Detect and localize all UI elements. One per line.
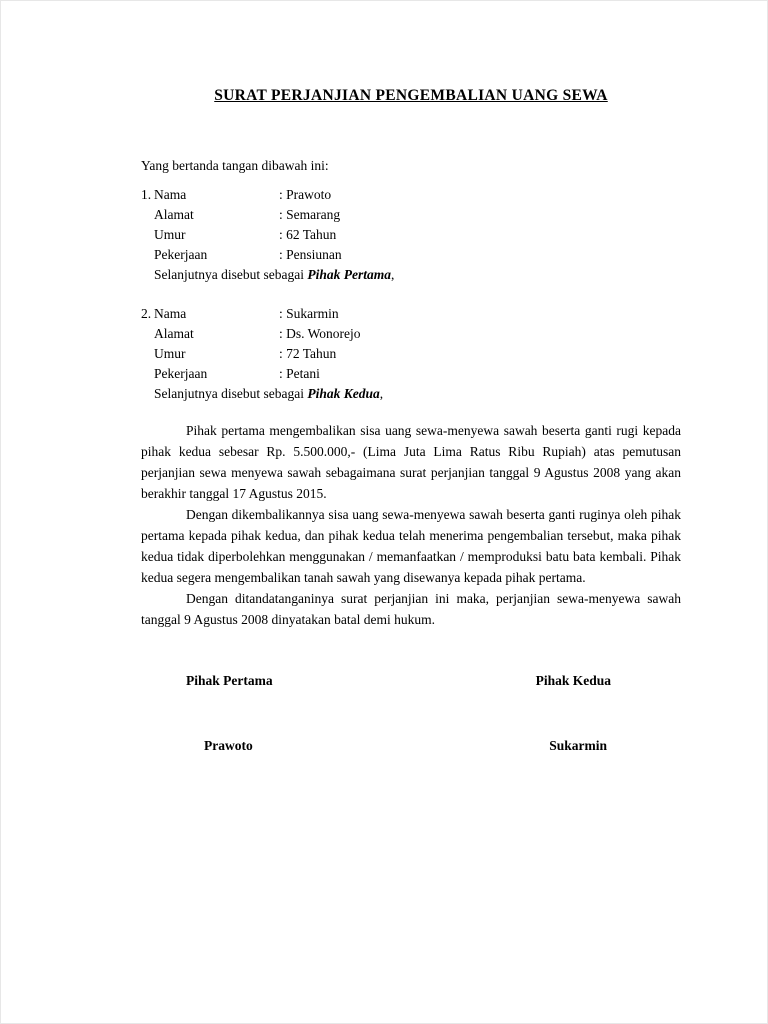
field-row: [141, 304, 681, 324]
intro-line: Yang bertanda tangan dibawah ini:: [141, 158, 329, 173]
document-title: SURAT PERJANJIAN PENGEMBALIAN UANG SEWA: [214, 87, 608, 104]
field-label: Umur: [154, 346, 186, 361]
field-label: Umur: [154, 227, 186, 242]
field-value: : Pensiunan: [279, 247, 342, 262]
field-value: : Prawoto: [279, 187, 332, 202]
document-content: [1, 1, 767, 754]
signature-name-right: Sukarmin: [549, 738, 607, 753]
closing-suffix: ,: [390, 267, 395, 282]
party-designation: Pihak Kedua: [307, 386, 380, 401]
field-label: Nama: [154, 306, 187, 321]
body-paragraph-1: Pihak pertama mengembalikan sisa uang sewa-menyewa sawah beserta ganti rugi kepada pihak kedua sebesar Rp. 5.500.000,- (Lima Juta Lima Ratus Ribu Rupiah) atas pemutusan perjanjian sewa menyewa sawah sebagaimana surat perjanjian tanggal 9 Agustus 2008 yang akan berakhir tanggal 17 Agustus 2015.: [141, 423, 681, 501]
field-row: [141, 324, 681, 344]
field-row: [141, 344, 681, 364]
field-label: Pekerjaan: [154, 366, 208, 381]
party-block-first: [141, 185, 681, 285]
closing-prefix: Selanjutnya disebut sebagai: [154, 386, 308, 401]
field-value: : Sukarmin: [279, 306, 339, 321]
field-label: Alamat: [154, 326, 194, 341]
signature-role-left: Pihak Pertama: [186, 673, 273, 688]
field-row: [141, 225, 681, 245]
field-value: : 72 Tahun: [279, 346, 337, 361]
party-designation: Pihak Pertama: [307, 267, 391, 282]
field-row: [141, 364, 681, 384]
field-row: [141, 245, 681, 265]
field-row: [141, 205, 681, 225]
party-closing: [141, 384, 681, 404]
signature-name-left: Prawoto: [204, 738, 253, 753]
field-value: : 62 Tahun: [279, 227, 337, 242]
field-value: : Semarang: [279, 207, 341, 222]
field-value: : Petani: [279, 366, 320, 381]
field-value: : Ds. Wonorejo: [279, 326, 361, 341]
body-paragraph-3: Dengan ditandatanganinya surat perjanjian ini maka, perjanjian sewa-menyewa sawah tanggal 9 Agustus 2008 dinyatakan batal demi hukum.: [141, 591, 681, 627]
body-paragraphs: [141, 420, 681, 630]
signature-role-right: Pihak Kedua: [535, 673, 611, 688]
field-label: Alamat: [154, 207, 194, 222]
closing-prefix: Selanjutnya disebut sebagai: [154, 267, 308, 282]
party-block-second: [141, 304, 681, 404]
signature-roles-row: [141, 672, 681, 689]
field-label: Nama: [154, 187, 187, 202]
closing-suffix: ,: [379, 386, 384, 401]
party-closing: [141, 265, 681, 285]
party-number: 1.: [141, 187, 152, 202]
party-number: 2.: [141, 306, 152, 321]
signature-block: [141, 672, 681, 754]
field-label: Pekerjaan: [154, 247, 208, 262]
field-row: [141, 185, 681, 205]
body-paragraph-2: Dengan dikembalikannya sisa uang sewa-menyewa sawah beserta ganti ruginya oleh pihak pertama kepada pihak kedua, dan pihak kedua telah menerima pengembalian tersebut, maka pihak kedua tidak diperbolehkan menggunakan / memanfaatkan / memproduksi batu bata kembali. Pihak kedua segera mengembalikan tanah sawah yang disewanya kepada pihak pertama.: [141, 507, 681, 585]
signature-names-row: [141, 737, 681, 754]
